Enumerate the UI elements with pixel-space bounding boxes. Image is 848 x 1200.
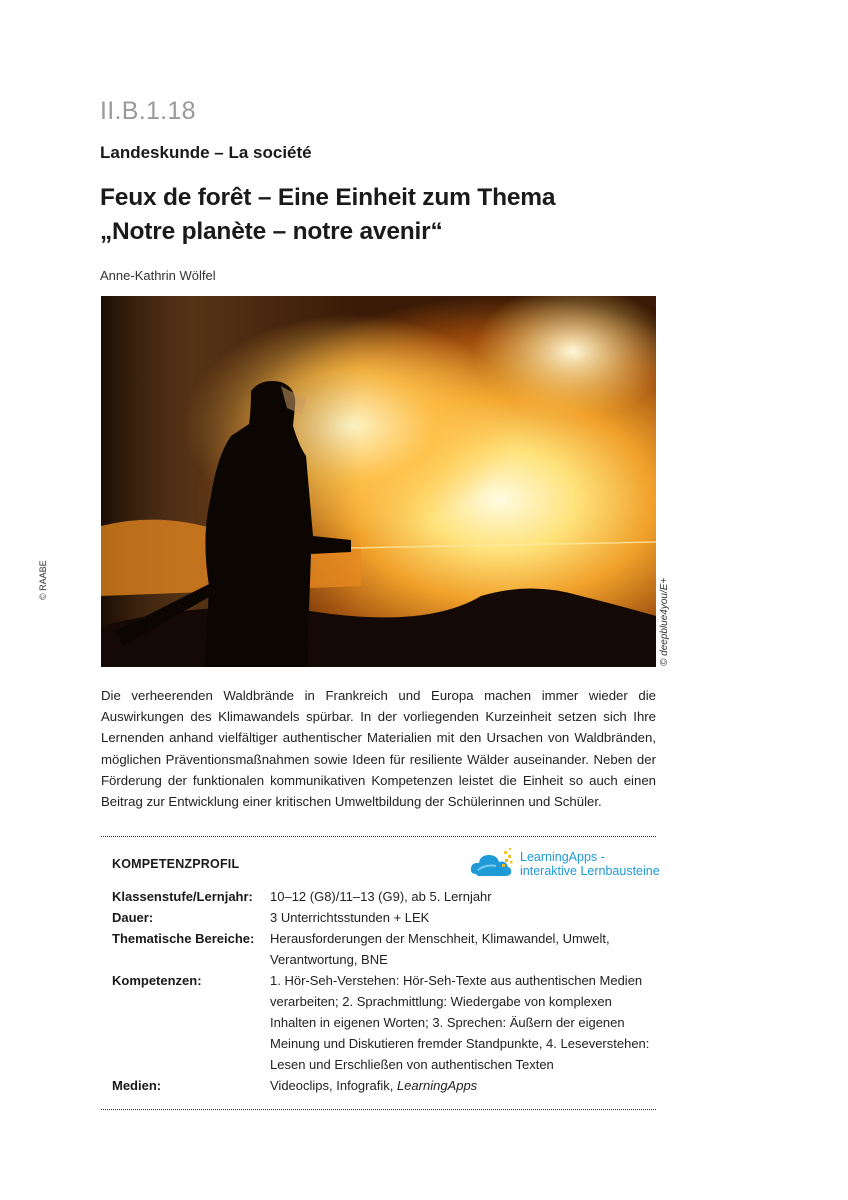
profile-label: Dauer:	[112, 910, 154, 925]
profile-label: Kompetenzen:	[112, 973, 202, 988]
profile-row-grade	[112, 886, 652, 907]
learningapps-logo	[470, 848, 660, 880]
cloud-icon	[470, 848, 516, 880]
media-list: Videoclips, Infografik,	[270, 1078, 397, 1093]
learningapps-text	[520, 850, 660, 878]
profile-value: Herausforderungen der Menschheit, Klimawandel, Umwelt, Verantwortung, BNE	[270, 931, 610, 967]
divider-bottom	[101, 1109, 656, 1110]
title-line-1: Feux de forêt – Eine Einheit zum Thema	[100, 184, 556, 211]
publisher-copyright: © RAABE	[38, 560, 48, 600]
profile-label: Medien:	[112, 1078, 162, 1093]
firefighter-wildfire-photo	[101, 296, 656, 667]
profile-label: Thematische Bereiche:	[112, 931, 255, 946]
profile-value: 3 Unterrichtsstunden + LEK	[270, 910, 430, 925]
page-title	[100, 181, 555, 249]
profile-value: 1. Hör-Seh-Verstehen: Hör-Seh-Texte aus authentischen Medien verarbeiten; 2. Sprachmittlung: Wiedergabe von komplexen Inhalten in eigenen Worten; 3. Sprechen: Äußern der eigenen Meinung und Diskutieren fremder Standpunkte, 4. Leseverstehen: Lesen und Erschließen von authentischen Texten	[270, 973, 650, 1072]
profile-row-topics	[112, 928, 652, 970]
subject-heading: Landeskunde – La société	[100, 143, 312, 162]
profile-row-competences	[112, 970, 652, 1075]
profile-row-duration	[112, 907, 652, 928]
learningapps-subtitle: interaktive Lernbausteine	[520, 864, 660, 878]
document-code: II.B.1.18	[100, 97, 196, 125]
photo-credit: © deepblue4you/E+	[659, 577, 670, 666]
competence-profile	[112, 886, 652, 1096]
media-learningapps: LearningApps	[396, 1078, 478, 1093]
photo-illustration	[101, 296, 656, 667]
divider-top	[101, 836, 656, 837]
intro-paragraph: Die verheerenden Waldbrände in Frankreich und Europa machen immer wieder die Auswirkungen des Klimawandels spürbar. In der vorliegenden Kurzeinheit setzen sich Ihre Lernenden anhand vielfältiger authentischer Materialien mit den Ursachen von Waldbränden, möglichen Präventionsmaßnahmen sowie Ideen für resiliente Wälder auseinander. Neben der Förderung der funktionalen kommunikativen Kompetenzen leistet die Einheit so auch einen Beitrag zur Entwicklung einer kritischen Umweltbildung der Schülerinnen und Schüler.	[101, 688, 656, 810]
profile-label: Klassenstufe/Lernjahr:	[112, 889, 253, 904]
profile-heading: KOMPETENZPROFIL	[112, 857, 240, 871]
learningapps-title: LearningApps -	[520, 850, 605, 864]
author-name: Anne-Kathrin Wölfel	[100, 268, 216, 283]
profile-value: 10–12 (G8)/11–13 (G9), ab 5. Lernjahr	[270, 889, 492, 904]
title-line-2: „Notre planète – notre avenir“	[100, 218, 443, 245]
profile-row-media	[112, 1075, 652, 1096]
profile-value	[270, 1075, 652, 1096]
